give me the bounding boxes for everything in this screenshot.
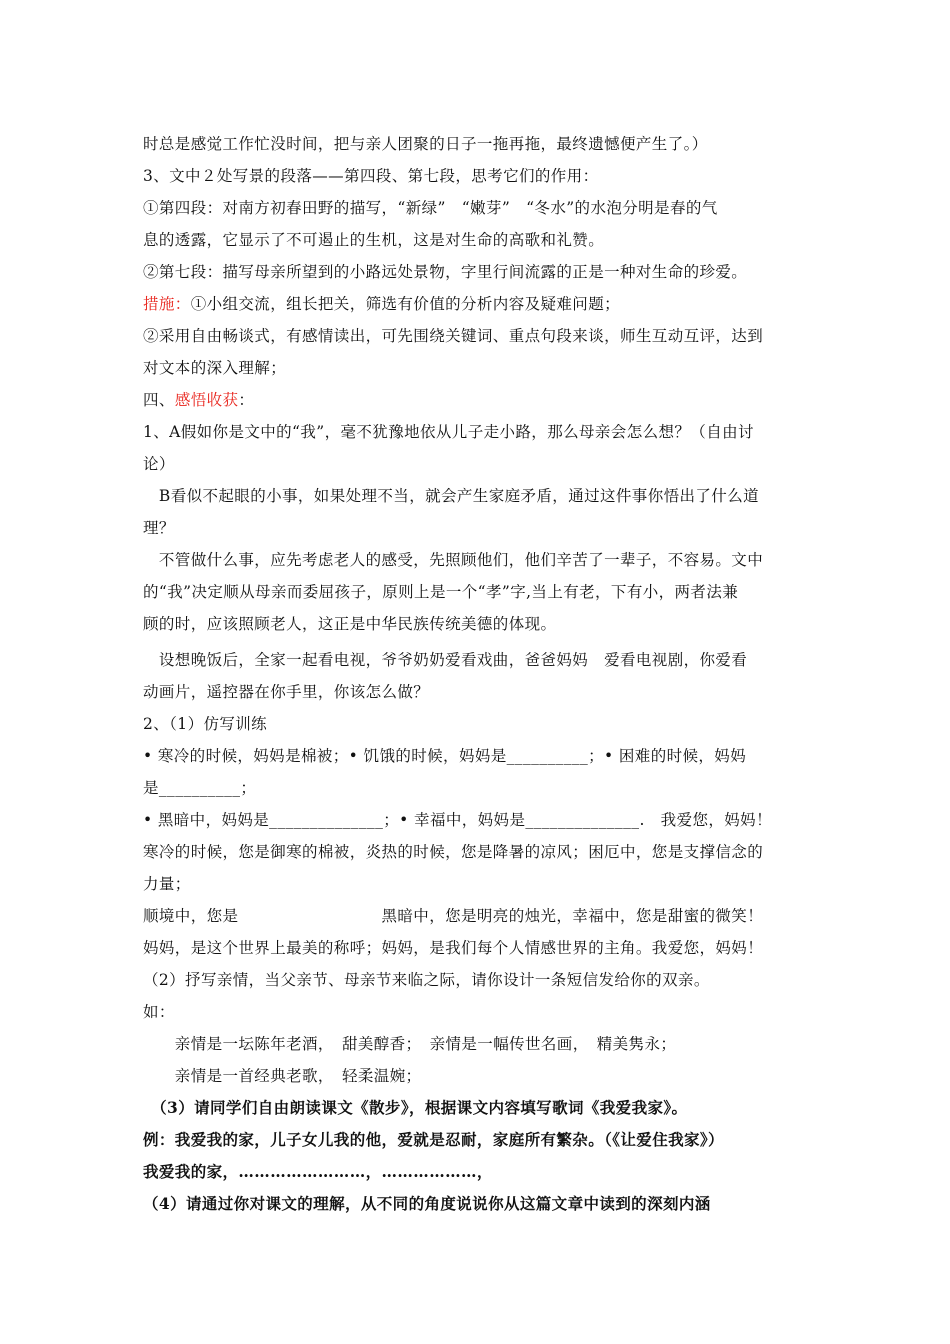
text-line: 对文本的深入理解； bbox=[143, 359, 287, 377]
text-line: • 黑暗中，妈妈是______________；• 幸福中，妈妈是______________. 我爱您，妈妈！ bbox=[143, 811, 772, 829]
text-line: ①第四段：对南方初春田野的描写，“新绿” “嫩芽” “冬水”的水泡分明是春的气 bbox=[143, 199, 718, 217]
text-line: 息的透露，它显示了不可遏止的生机，这是对生命的高歌和礼赞。 bbox=[143, 231, 605, 249]
text-line: 时总是感觉工作忙没时间，把与亲人团聚的日子一拖再拖，最终遗憾便产生了。） bbox=[143, 135, 708, 153]
text-line: • 寒冷的时候，妈妈是棉被；• 饥饿的时候，妈妈是__________；• 困难的时候，妈妈 bbox=[143, 747, 747, 765]
text-line: 是__________； bbox=[143, 779, 257, 797]
text-line: 1、A假如你是文中的“我”，毫不犹豫地依从儿子走小路，那么母亲会怎么想？（自由讨 bbox=[143, 423, 754, 441]
text-line: 顾的时，应该照顾老人，这正是中华民族传统美德的体现。 bbox=[143, 615, 557, 633]
text-line: 寒冷的时候，您是御寒的棉被，炎热的时候，您是降暑的凉风；困厄中，您是支撑信念的 bbox=[143, 843, 764, 861]
text-line: 3、文中２处写景的段落——第四段、第七段，思考它们的作用： bbox=[143, 167, 599, 185]
text-line: 我爱我的家，……………………，………………， bbox=[143, 1162, 493, 1181]
text-line: 顺境中，您是 黑暗中，您是明亮的烛光，幸福中，您是甜蜜的微笑！ bbox=[143, 907, 764, 925]
text-line: 如： bbox=[143, 1003, 175, 1021]
text-line: 亲情是一坛陈年老酒， 甜美醇香； 亲情是一幅传世名画， 精美隽永； bbox=[143, 1035, 677, 1053]
section-title: 感悟收获 bbox=[174, 391, 239, 409]
text-line: （4）请通过你对课文的理解，从不同的角度说说你从这篇文章中读到的深刻内涵 bbox=[143, 1194, 711, 1213]
text-line: 例：我爱我的家，儿子女儿我的他，爱就是忍耐，家庭所有繁杂。（《让爱住我家》） bbox=[143, 1130, 724, 1149]
text-line: 2、（1）仿写训练 bbox=[143, 715, 268, 733]
text-line: 理？ bbox=[143, 519, 175, 537]
text-line: 动画片，遥控器在你手里，你该怎么做？ bbox=[143, 683, 430, 701]
measures-line bbox=[143, 294, 620, 314]
section-number: 四、 bbox=[143, 391, 175, 409]
text-line: 论） bbox=[143, 455, 175, 473]
text-line: 妈妈，是这个世界上最美的称呼；妈妈，是我们每个人情感世界的主角。我爱您，妈妈！ bbox=[143, 939, 764, 957]
measures-text: ①小组交流，组长把关，筛选有价值的分析内容及疑难问题； bbox=[190, 295, 621, 313]
text-line: （3）请同学们自由朗读课文《散步》，根据课文内容填写歌词《我爱我家》。 bbox=[143, 1098, 688, 1117]
text-line: 亲情是一首经典老歌， 轻柔温婉； bbox=[143, 1067, 422, 1085]
text-line: （2）抒写亲情，当父亲节、母亲节来临之际，请你设计一条短信发给你的双亲。 bbox=[143, 971, 710, 989]
text-line: 力量； bbox=[143, 875, 191, 893]
text-line: ②第七段：描写母亲所望到的小路远处景物，字里行间流露的正是一种对生命的珍爱。 bbox=[143, 263, 748, 281]
section-heading bbox=[143, 390, 254, 410]
text-line: ②采用自由畅谈式，有感情读出，可先围绕关键词、重点句段来谈，师生互动互评，达到 bbox=[143, 327, 764, 345]
measures-label: 措施： bbox=[143, 295, 191, 313]
text-line: 的“我”决定顺从母亲而委屈孩子，原则上是一个“孝”字,当上有老，下有小，两者法兼 bbox=[143, 583, 739, 601]
section-colon: ： bbox=[238, 391, 255, 409]
text-line: 设想晚饭后，全家一起看电视，爷爷奶奶爱看戏曲，爸爸妈妈 爱看电视剧，你爱看 bbox=[143, 651, 748, 669]
text-line: B看似不起眼的小事，如果处理不当，就会产生家庭矛盾，通过这件事你悟出了什么道 bbox=[143, 487, 759, 505]
text-line: 不管做什么事，应先考虑老人的感受，先照顾他们，他们辛苦了一辈子，不容易。文中 bbox=[143, 551, 764, 569]
